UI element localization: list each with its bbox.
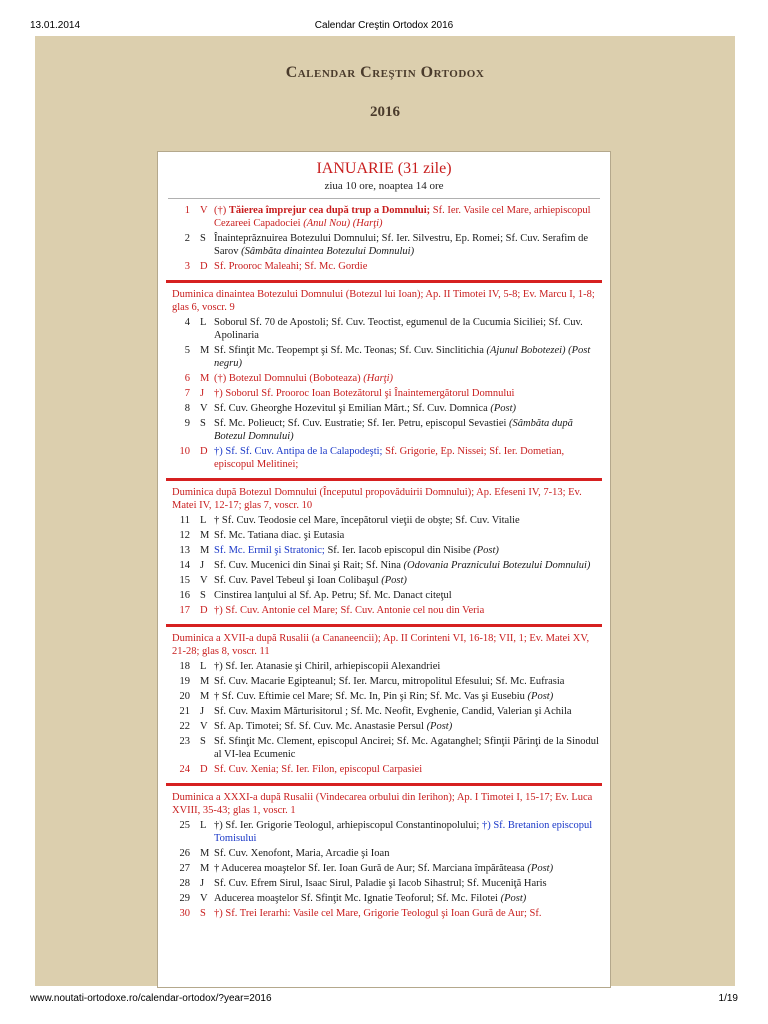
day-row bbox=[158, 416, 610, 444]
day-entry bbox=[214, 819, 600, 845]
page-background bbox=[35, 36, 735, 986]
feast-title: Tăierea împrejur cea după trup a Domnului; bbox=[228, 205, 431, 216]
print-title: Calendar Creştin Ortodox 2016 bbox=[314, 20, 454, 31]
day-number: 1 bbox=[184, 205, 190, 216]
month-divider bbox=[168, 198, 600, 199]
print-date: 13.01.2014 bbox=[30, 20, 81, 31]
day-entry bbox=[214, 372, 600, 385]
day-of-week: D bbox=[200, 446, 208, 457]
day-note: (Post) bbox=[473, 545, 499, 556]
day-row bbox=[158, 343, 610, 371]
day-entry bbox=[214, 559, 600, 572]
month-title: IANUARIE (31 zile) bbox=[316, 160, 452, 177]
day-of-week: J bbox=[200, 706, 205, 717]
day-row bbox=[158, 588, 610, 603]
day-row bbox=[158, 906, 610, 921]
day-text: Sf. Sfinţit Mc. Teopempt şi Sf. Mc. Teonas; Sf. Cuv. Sinclitichia bbox=[214, 345, 487, 356]
day-number: 29 bbox=[179, 893, 190, 904]
day-number: 25 bbox=[179, 820, 190, 831]
day-of-week: M bbox=[200, 530, 210, 541]
day-row bbox=[158, 513, 610, 528]
day-row bbox=[158, 876, 610, 891]
day-number: 3 bbox=[184, 261, 190, 272]
day-row bbox=[158, 603, 610, 618]
day-text: Sf. Grigorie, Ep. Nissei; Sf. Ier. Dometian, episcopul Melitinei; bbox=[214, 446, 565, 470]
day-number: 11 bbox=[179, 515, 190, 526]
sunday-reading: Duminica a XVII-a după Rusalii (a Cananeencii); Ap. II Corinteni VI, 16-18; VII, 1; Ev. Matei XV, 21-28; glas 8, voscr. 11 bbox=[172, 633, 590, 657]
day-entry bbox=[214, 574, 600, 587]
month-header bbox=[158, 152, 610, 192]
day-number: 27 bbox=[179, 863, 190, 874]
day-number: 16 bbox=[179, 590, 190, 601]
day-of-week: D bbox=[200, 764, 208, 775]
day-of-week: M bbox=[200, 373, 210, 384]
day-entry: †) Sf. Ier. Atanasie şi Chiril, arhiepiscopii Alexandriei bbox=[214, 661, 441, 672]
day-note: (Anul Nou) (Harţi) bbox=[303, 218, 383, 229]
day-row bbox=[158, 203, 610, 231]
week-divider bbox=[166, 624, 602, 627]
site-year: 2016 bbox=[370, 104, 400, 120]
day-row bbox=[158, 674, 610, 689]
print-footer bbox=[0, 990, 768, 1024]
day-row bbox=[158, 543, 610, 558]
day-entry bbox=[214, 417, 600, 443]
day-row bbox=[158, 704, 610, 719]
day-number: 15 bbox=[179, 575, 190, 586]
day-text: Înainteprăznuirea Botezului Domnului; Sf. Ier. Silvestru, Ep. Romei; Sf. Cuv. Serafim de Sarov bbox=[214, 233, 589, 257]
day-row bbox=[158, 386, 610, 401]
print-url: www.noutati-ortodoxe.ro/calendar-ortodox/?year=2016 bbox=[30, 993, 272, 1004]
day-entry: Cinstirea lanţului al Sf. Ap. Petru; Sf. Mc. Danact citeţul bbox=[214, 590, 452, 601]
day-of-week: L bbox=[200, 515, 207, 526]
day-row bbox=[158, 861, 610, 876]
day-row bbox=[158, 762, 610, 777]
sunday-reading: Duminica dinaintea Botezului Domnului (Botezul lui Ioan); Ap. II Timotei IV, 5-8; Ev. Marcu I, 1-8; glas 6, voscr. 9 bbox=[172, 289, 595, 313]
day-text: Sf. Cuv. Pavel Tebeul şi Ioan Colibaşul bbox=[214, 575, 382, 586]
day-entry: Sf. Cuv. Efrem Sirul, Isaac Sirul, Paladie şi Iacob Sihastrul; Sf. Muceniţă Haris bbox=[214, 878, 547, 889]
day-entry bbox=[214, 892, 600, 905]
day-number: 26 bbox=[179, 848, 190, 859]
sunday-reading: Duminica după Botezul Domnului (Începutul propovăduirii Domnului); Ap. Efeseni IV, 7-13; Ev. Matei IV, 12-17; glas 7, voscr. 10 bbox=[172, 487, 582, 511]
day-number: 21 bbox=[179, 706, 190, 717]
day-of-week: M bbox=[200, 863, 210, 874]
day-of-week: M bbox=[200, 345, 210, 356]
day-entry: Sf. Prooroc Maleahi; Sf. Mc. Gordie bbox=[214, 261, 368, 272]
print-page-number: 1/19 bbox=[718, 993, 738, 1004]
day-note: (Post) bbox=[490, 403, 517, 414]
day-entry: Sf. Cuv. Xenia; Sf. Ier. Filon, episcopul Carpasiei bbox=[214, 764, 423, 775]
day-entry: †) Soborul Sf. Prooroc Ioan Botezătorul şi Înaintemergătorul Domnului bbox=[214, 388, 515, 399]
day-row bbox=[158, 818, 610, 846]
day-note: (Post) bbox=[500, 893, 527, 904]
day-entry: †) Sf. Trei Ierarhi: Vasile cel Mare, Grigorie Teologul şi Ioan Gură de Aur; Sf. bbox=[214, 908, 542, 919]
day-text: Aducerea moaştelor Sf. Sfinţit Mc. Ignatie Teoforul; Sf. Mc. Filotei bbox=[214, 893, 501, 904]
day-number: 6 bbox=[184, 373, 190, 384]
day-entry bbox=[214, 344, 600, 370]
day-row bbox=[158, 528, 610, 543]
day-row bbox=[158, 259, 610, 274]
month-daylight: ziua 10 ore, noaptea 14 ore bbox=[324, 180, 444, 192]
day-number: 30 bbox=[179, 908, 190, 919]
local-saint: †) Sf. Sf. Cuv. Antipa de la Calapodeşti; bbox=[214, 446, 383, 457]
sunday-reading: Duminica a XXXI-a după Rusalii (Vindecarea orbului din Ierihon); Ap. I Timotei I, 15-17; Ev. Luca XVIII, 35-43; glas 1, voscr. 1 bbox=[172, 792, 593, 816]
day-entry bbox=[214, 445, 600, 471]
day-of-week: S bbox=[200, 736, 206, 747]
day-entry: Sf. Cuv. Macarie Egipteanul; Sf. Ier. Marcu, mitropolitul Efesului; Sf. Mc. Eufrasia bbox=[214, 676, 565, 687]
day-text: Sf. Ier. Iacob episcopul din Nisibe bbox=[324, 545, 474, 556]
day-entry: Sf. Cuv. Maxim Mărturisitorul ; Sf. Mc. Neofit, Evghenie, Candid, Valerian şi Achila bbox=[214, 706, 572, 717]
day-of-week: S bbox=[200, 590, 206, 601]
print-header bbox=[0, 0, 768, 34]
day-row bbox=[158, 231, 610, 259]
day-row bbox=[158, 558, 610, 573]
day-entry: Sf. Cuv. Xenofont, Maria, Arcadie şi Ioan bbox=[214, 848, 390, 859]
day-row bbox=[158, 573, 610, 588]
day-number: 22 bbox=[179, 721, 190, 732]
day-row bbox=[158, 444, 610, 472]
day-note: (Odovania Praznicului Botezului Domnului) bbox=[403, 560, 591, 571]
week-divider bbox=[166, 280, 602, 283]
day-note: (Post) bbox=[527, 863, 554, 874]
week-divider bbox=[166, 783, 602, 786]
local-saint: Sf. Mc. Ermil şi Stratonic; bbox=[214, 545, 325, 556]
day-number: 2 bbox=[184, 233, 190, 244]
day-of-week: J bbox=[200, 388, 205, 399]
day-of-week: S bbox=[200, 233, 206, 244]
feast-mark: (†) bbox=[214, 205, 229, 216]
day-number: 23 bbox=[179, 736, 190, 747]
day-row bbox=[158, 719, 610, 734]
day-row bbox=[158, 689, 610, 704]
day-of-week: V bbox=[200, 575, 208, 586]
day-note: (Post) bbox=[527, 691, 554, 702]
day-text: Sf. Cuv. Mucenici din Sinai şi Rait; Sf. Nina bbox=[214, 560, 404, 571]
day-of-week: V bbox=[200, 893, 208, 904]
day-of-week: V bbox=[200, 403, 208, 414]
day-number: 18 bbox=[179, 661, 190, 672]
day-number: 7 bbox=[184, 388, 190, 399]
site-title: Calendar Creştin Ortodox bbox=[285, 64, 485, 81]
day-note: (Sâmbăta dinaintea Botezului Domnului) bbox=[241, 246, 415, 257]
day-entry: Soborul Sf. 70 de Apostoli; Sf. Cuv. Teoctist, egumenul de la Cucumia Siciliei; Sf. Cuv. Apolinaria bbox=[214, 317, 583, 341]
day-number: 5 bbox=[184, 345, 190, 356]
day-number: 19 bbox=[179, 676, 190, 687]
day-row bbox=[158, 891, 610, 906]
day-row bbox=[158, 846, 610, 861]
day-of-week: M bbox=[200, 691, 210, 702]
day-number: 4 bbox=[184, 317, 190, 328]
day-note: (Post) bbox=[381, 575, 407, 586]
day-row bbox=[158, 734, 610, 762]
day-entry bbox=[214, 690, 600, 703]
day-of-week: S bbox=[200, 908, 206, 919]
day-of-week: L bbox=[200, 820, 207, 831]
day-number: 10 bbox=[179, 446, 190, 457]
day-note: (Ajunul Bobotezei) (Post negru) bbox=[214, 345, 591, 369]
day-of-week: M bbox=[200, 676, 210, 687]
day-of-week: V bbox=[200, 205, 208, 216]
day-number: 24 bbox=[179, 764, 190, 775]
day-entry: †) Sf. Cuv. Antonie cel Mare; Sf. Cuv. Antonie cel nou din Veria bbox=[214, 605, 485, 616]
day-entry bbox=[214, 544, 600, 557]
day-of-week: J bbox=[200, 878, 205, 889]
day-row bbox=[158, 315, 610, 343]
day-entry bbox=[214, 204, 600, 230]
week-divider bbox=[166, 478, 602, 481]
day-number: 9 bbox=[184, 418, 190, 429]
day-text: † Aducerea moaştelor Sf. Ier. Ioan Gură de Aur; Sf. Marciana împărăteasa bbox=[214, 863, 528, 874]
day-number: 17 bbox=[179, 605, 190, 616]
day-of-week: J bbox=[200, 560, 205, 571]
day-entry bbox=[214, 232, 600, 258]
day-text: Sf. Mc. Polieuct; Sf. Cuv. Eustratie; Sf. Ier. Petru, episcopul Sevastiei bbox=[214, 418, 510, 429]
day-text: † Sf. Cuv. Eftimie cel Mare; Sf. Mc. In, Pin şi Rin; Sf. Mc. Vas şi Eusebiu bbox=[214, 691, 528, 702]
day-text: (†) Botezul Domnului (Boboteaza) bbox=[214, 373, 364, 384]
day-note: (Sâmbăta după Botezul Domnului) bbox=[214, 418, 573, 442]
day-of-week: M bbox=[200, 545, 210, 556]
day-note: (Harţi) bbox=[363, 373, 394, 384]
day-of-week: S bbox=[200, 418, 206, 429]
day-of-week: L bbox=[200, 317, 207, 328]
day-text: Sf. Cuv. Gheorghe Hozevitul şi Emilian Mărt.; Sf. Cuv. Domnica bbox=[214, 403, 491, 414]
day-text: †) Sf. Ier. Grigorie Teologul, arhiepiscopul Constantinopolului; bbox=[214, 820, 482, 831]
day-entry: Sf. Sfinţit Mc. Clement, episcopul Ancirei; Sf. Mc. Agatanghel; Sfinţii Părinţi de la Sinodul al VI-lea Ecumenic bbox=[214, 736, 599, 760]
day-of-week: D bbox=[200, 605, 208, 616]
day-of-week: V bbox=[200, 721, 208, 732]
day-text: Sf. Ap. Timotei; Sf. Sf. Cuv. Mc. Anastasie Persul bbox=[214, 721, 427, 732]
day-number: 14 bbox=[179, 560, 190, 571]
day-of-week: M bbox=[200, 848, 210, 859]
day-row bbox=[158, 659, 610, 674]
day-of-week: L bbox=[200, 661, 207, 672]
day-entry: † Sf. Cuv. Teodosie cel Mare, începătorul vieţii de obşte; Sf. Cuv. Vitalie bbox=[214, 515, 520, 526]
day-entry bbox=[214, 720, 600, 733]
day-row bbox=[158, 371, 610, 386]
day-number: 20 bbox=[179, 691, 190, 702]
day-text: Sf. Ier. Vasile cel Mare, arhiepiscopul Cezareei Capadociei bbox=[214, 205, 591, 229]
day-of-week: D bbox=[200, 261, 208, 272]
day-entry bbox=[214, 862, 600, 875]
day-entry bbox=[214, 402, 600, 415]
local-saint: †) Sf. Bretanion episcopul Tomisului bbox=[214, 820, 593, 844]
day-number: 8 bbox=[184, 403, 190, 414]
day-entry: Sf. Mc. Tatiana diac. şi Eutasia bbox=[214, 530, 345, 541]
day-number: 12 bbox=[179, 530, 190, 541]
day-row bbox=[158, 401, 610, 416]
day-number: 13 bbox=[179, 545, 190, 556]
month-card bbox=[157, 151, 611, 988]
day-number: 28 bbox=[179, 878, 190, 889]
day-note: (Post) bbox=[426, 721, 453, 732]
